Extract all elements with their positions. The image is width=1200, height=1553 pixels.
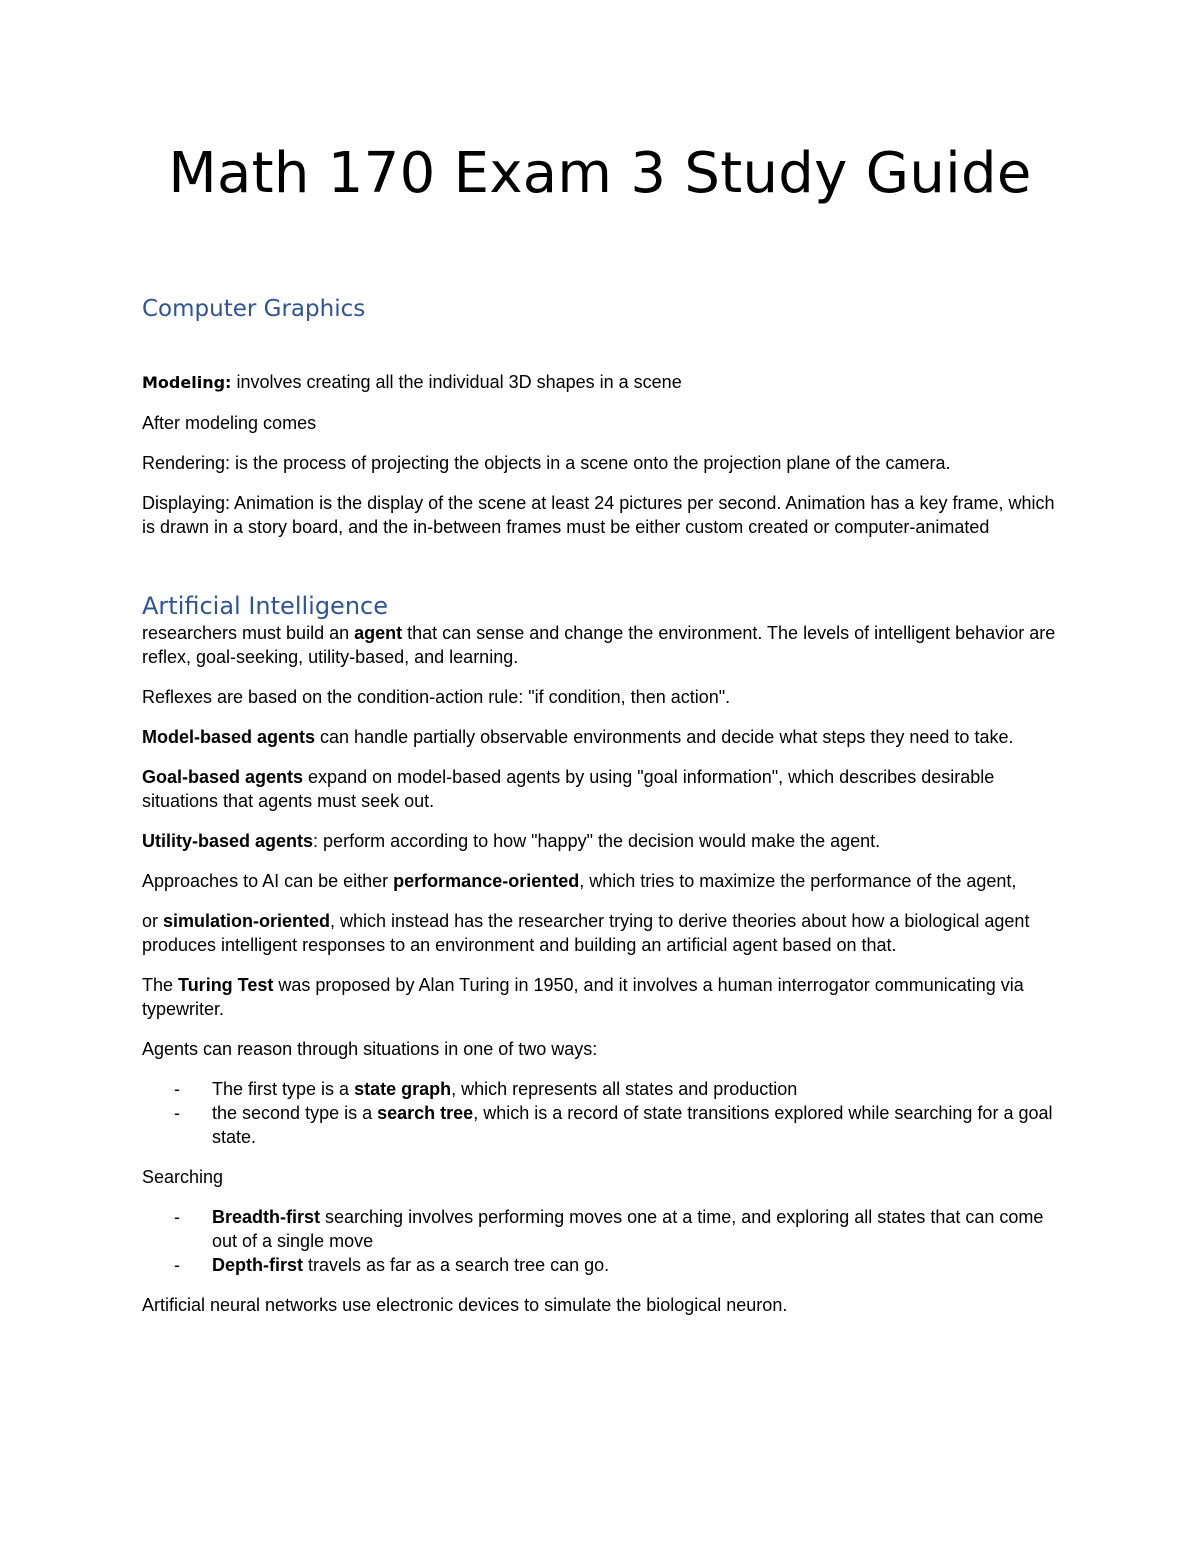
text-run: that can sense and change the environment. The levels of intelligent behavior are reflex, goal-seeking, utility-based, and learning. — [142, 623, 1056, 667]
term-search-tree: search tree — [377, 1103, 474, 1123]
text-run: , which tries to maximize the performance of the agent, — [579, 871, 1017, 891]
text-run: , which is a record of state transitions explored while searching for a goal state. — [212, 1103, 1053, 1147]
term-agent: agent — [354, 623, 403, 643]
dash-bullet: - — [174, 1079, 180, 1099]
text-run: was proposed by Alan Turing in 1950, and it involves a human interrogator communicating via typewriter. — [142, 975, 1024, 1019]
modeling-text: involves creating all the individual 3D shapes in a scene — [231, 372, 682, 392]
list-item — [142, 1205, 1062, 1253]
paragraph-turing-test — [142, 973, 1062, 1021]
text-run: The first type is a — [212, 1079, 355, 1099]
paragraph-model-based — [142, 725, 1062, 749]
text-run: , which represents all states and production — [451, 1079, 798, 1099]
paragraph-utility-based — [142, 829, 1062, 853]
dash-bullet: - — [174, 1255, 180, 1275]
paragraph-agent — [142, 621, 1062, 669]
text-run: , which instead has the researcher trying to derive theories about how a biological agent produces intelligent responses to an environment and building an artificial agent based on that. — [142, 911, 1030, 955]
text-run: searching involves performing moves one at a time, and exploring all states that can come out of a single move — [212, 1207, 1044, 1251]
text-run: travels as far as a search tree can go. — [303, 1255, 610, 1275]
dash-bullet: - — [174, 1103, 180, 1123]
paragraph-performance-oriented — [142, 869, 1062, 893]
term-utility-based-agents: Utility-based agents — [142, 831, 314, 851]
paragraph-after-modeling: After modeling comes — [142, 413, 317, 433]
paragraph-rendering: Rendering: is the process of projecting the objects in a scene onto the projection plane of the camera. — [142, 453, 951, 473]
paragraph-displaying: Displaying: Animation is the display of the scene at least 24 pictures per second. Animation has a key frame, which is drawn in a story board, and the in-between frames must be either custom created or computer-animated — [142, 493, 1055, 537]
section-heading-computer-graphics: Computer Graphics — [142, 296, 366, 322]
text-run: researchers must build an — [142, 623, 355, 643]
paragraph-searching: Searching — [142, 1167, 224, 1187]
dash-bullet: - — [174, 1207, 180, 1227]
text-run: Approaches to AI can be either — [142, 871, 394, 891]
searching-list — [142, 1205, 1062, 1277]
paragraph-simulation-oriented — [142, 909, 1062, 957]
section-heading-artificial-intelligence: Artificial Intelligence — [142, 592, 388, 620]
term-state-graph: state graph — [354, 1079, 452, 1099]
paragraph-goal-based — [142, 765, 1062, 813]
paragraph-neural-networks: Artificial neural networks use electronic devices to simulate the biological neuron. — [142, 1295, 788, 1315]
text-run: : perform according to how "happy" the decision would make the agent. — [313, 831, 881, 851]
text-run: The — [142, 975, 179, 995]
text-run: or — [142, 911, 164, 931]
list-item — [142, 1101, 1062, 1149]
text-run: expand on model-based agents by using "goal information", which describes desirable situations that agents must seek out. — [142, 767, 995, 811]
paragraph-reflexes: Reflexes are based on the condition-action rule: "if condition, then action". — [142, 687, 731, 707]
paragraph-reasoning: Agents can reason through situations in one of two ways: — [142, 1039, 598, 1059]
text-run: can handle partially observable environments and decide what steps they need to take. — [315, 727, 1014, 747]
term-performance-oriented: performance-oriented — [393, 871, 580, 891]
term-modeling: Modeling: — [142, 373, 232, 392]
list-item — [142, 1077, 1062, 1101]
term-simulation-oriented: simulation-oriented — [163, 911, 331, 931]
term-breadth-first: Breadth-first — [212, 1207, 321, 1227]
term-depth-first: Depth-first — [212, 1255, 303, 1275]
paragraph-modeling — [142, 370, 1062, 395]
term-model-based-agents: Model-based agents — [142, 727, 316, 747]
document-body — [142, 290, 1062, 1333]
term-turing-test: Turing Test — [178, 975, 274, 995]
document-title: Math 170 Exam 3 Study Guide — [168, 141, 1032, 206]
reasoning-list — [142, 1077, 1062, 1149]
text-run: the second type is a — [212, 1103, 378, 1123]
list-item — [142, 1253, 1062, 1277]
term-goal-based-agents: Goal-based agents — [142, 767, 304, 787]
